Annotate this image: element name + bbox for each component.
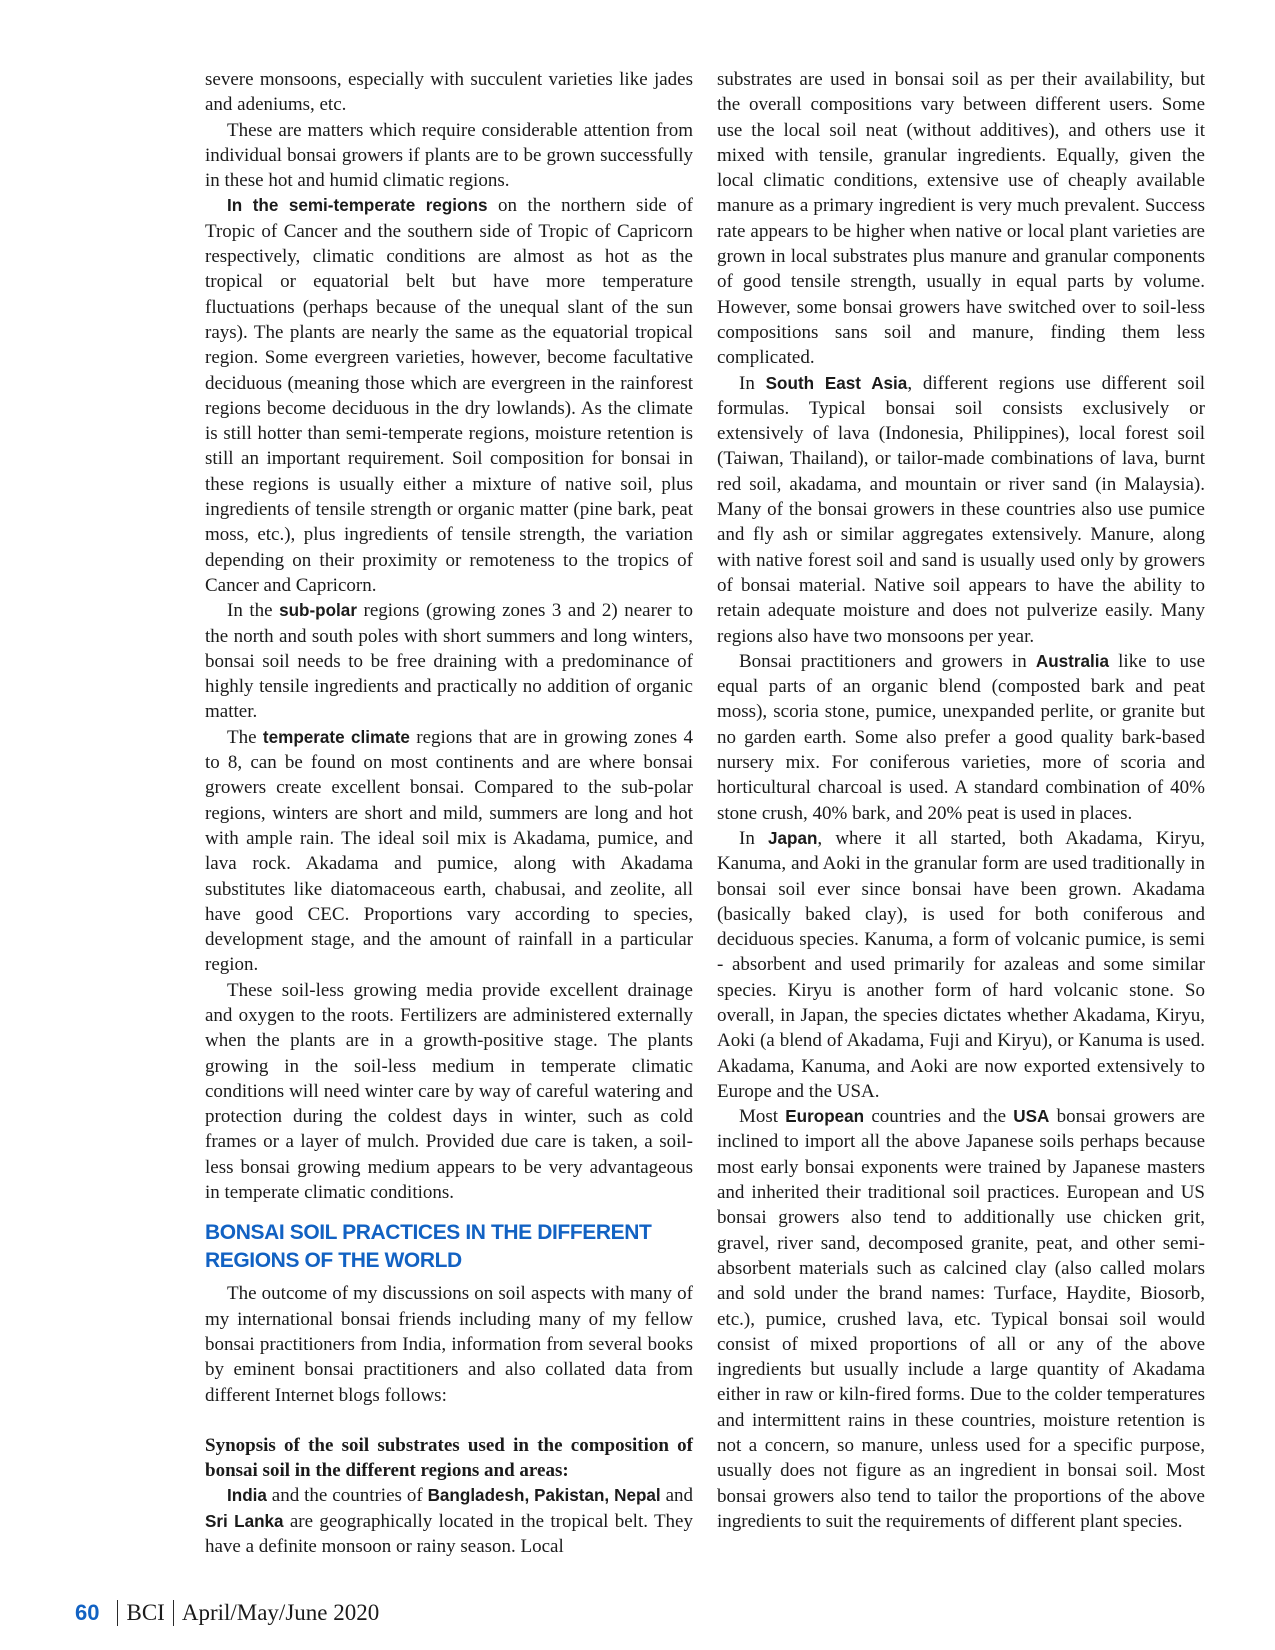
bold-term: European bbox=[785, 1107, 865, 1127]
bold-term: Bangladesh, Pakistan, Nepal bbox=[427, 1486, 661, 1506]
text-run: are geographically located in the tropical belt. They have a definite monsoon or rainy season. Local bbox=[205, 1510, 693, 1558]
text-run: Most bbox=[739, 1106, 786, 1128]
text-run: In bbox=[739, 372, 766, 394]
text-run: , different regions use different soil formulas. Typical bonsai soil consists exclusively or extensively of lava (Indonesia, Philippines), local forest soil (Taiwan, Thailand), or tailor-made combinations of lava, burnt red soil, akadama, and mountain or river sand (in Malaysia). Many of the bonsai growers in these countries also use pumice and fly ash or similar aggregates extensively. Manure, along with native forest soil and sand is usually used only by growers of bonsai material. Native soil appears to have the ability to retain adequate moisture and does not pulverize easily. Many regions also have two monsoons per year. bbox=[717, 372, 1206, 647]
text-run: In bbox=[739, 827, 768, 849]
text-run: , where it all started, both Akadama, Kiryu, Kanuma, and Aoki in the granular form are used traditionally in bonsai soil ever since bonsai have been grown. Akadama (basically baked clay), is used for both coniferous and deciduous species. Kanuma, a form of volcanic pumice, is semi - absorbent and used primarily for azaleas and some similar species. Kiryu is another form of hard volcanic stone. So overall, in Japan, the species dictates whether Akadama, Kiryu, Aoki (a blend of Akadama, Fuji and Kiryu), or Kanuma is used. Akadama, Kanuma, and Aoki are now exported extensively to Europe and the USA. bbox=[717, 827, 1206, 1102]
text-run: severe monsoons, especially with succulent varieties like jades and adeniums, etc. bbox=[205, 69, 693, 116]
right-column bbox=[717, 67, 1205, 1559]
text-run: regions (growing zones 3 and 2) nearer to the north and south poles with short summers and long winters, bonsai soil needs to be free draining with a predominance of highly tensile ingredients and practically no addition of organic matter. bbox=[205, 600, 693, 723]
left-column bbox=[205, 67, 693, 1559]
magazine-name: BCI bbox=[126, 1600, 165, 1625]
page-number: 60 bbox=[75, 1600, 100, 1625]
bold-term: sub-polar bbox=[279, 601, 357, 621]
text-run: The outcome of my discussions on soil aspects with many of my international bonsai friends including many of my fellow bonsai practitioners from India, information from several books by eminent bonsai practitioners and also collated data from different Internet blogs follows: bbox=[205, 1283, 693, 1406]
text-run: bonsai growers are inclined to import all the above Japanese soils perhaps because most early bonsai exponents were trained by Japanese masters and inherited their traditional soil practices. European and US bonsai growers also tend to additionally use chicken grit, gravel, river sand, decomposed granite, peat, and other semi-absorbent materials such as calcined clay (also called molars and sold under the brand names: Turface, Haydite, Biosorb, etc.), pumice, crushed lava, etc. Typical bonsai soil would consist of mixed proportions of all or any of the above ingredients but usually include a large quantity of Akadama either in raw or kiln-fired forms. Due to the colder temperatures and intermittent rains in these countries, moisture retention is not a concern, so manure, unless used for a specific purpose, usually does not figure as an ingredient in bonsai soil. Most bonsai growers also tend to tailor the proportions of the above ingredients to suit the requirements of different plant species. bbox=[717, 1106, 1205, 1532]
text-run: These soil-less growing media provide excellent drainage and oxygen to the roots. Fertilizers are administered externally when the plants are in a growth-positive stage. The plants growing in the soil-less medium in temperate climatic conditions will need winter care by way of careful watering and protection during the coldest days in winter, such as cold frames or a layer of mulch. Provided due care is taken, a soil-less bonsai growing medium appears to be very advantageous in temperate climatic conditions. bbox=[205, 979, 693, 1204]
bold-term: USA bbox=[1013, 1107, 1050, 1127]
bold-term: India bbox=[227, 1486, 267, 1506]
page-footer bbox=[75, 1600, 379, 1626]
text-run: These are matters which require considerable attention from individual bonsai growers if plants are to be grown successfully in these hot and humid climatic regions. bbox=[205, 119, 693, 192]
text-run: substrates are used in bonsai soil as per their availability, but the overall compositions vary between different users. Some use the local soil neat (without additives), and others use it mixed with tensile, granular ingredients. Equally, given the local climatic conditions, extensive use of cheaply available manure as a primary ingredient is very much prevalent. Success rate appears to be higher when native or local plant varieties are grown in local substrates plus manure and granular components of good tensile strength, usually in equal parts by volume. However, some bonsai growers have switched over to soil-less compositions sans soil and manure, finding them less complicated. bbox=[717, 69, 1205, 369]
text-run: countries and the bbox=[864, 1106, 1014, 1128]
paragraph bbox=[717, 826, 1205, 1104]
bold-term: Sri Lanka bbox=[205, 1511, 284, 1531]
paragraph bbox=[205, 598, 693, 724]
text-run: and bbox=[660, 1485, 694, 1507]
text-run: on the northern side of Tropic of Cancer and the southern side of Tropic of Capricorn respectively, climatic conditions are almost as hot as the tropical or equatorial belt but have more temperature fluctuations (perhaps because of the unequal slant of the sun rays). The plants are nearly the same as the equatorial tropical region. Some evergreen varieties, however, become facultative deciduous (meaning those which are evergreen in the rainforest regions become deciduous in the dry lowlands). As the climate is still hotter than semi-temperate regions, moisture retention is still an important requirement. Soil composition for bonsai in these regions is usually either a mixture of native soil, plus ingredients of tensile strength or organic matter (pine bark, peat moss, etc.), plus ingredients of tensile strength, the variation depending on their proximity or remoteness to the tropics of Cancer and Capricorn. bbox=[205, 195, 693, 596]
paragraph bbox=[205, 1281, 693, 1407]
paragraph bbox=[205, 1433, 693, 1484]
text-run: In the bbox=[227, 600, 280, 622]
text-run: The bbox=[227, 726, 263, 748]
paragraph-spacer bbox=[205, 1408, 693, 1433]
bold-term: South East Asia bbox=[765, 373, 908, 393]
paragraph bbox=[717, 1104, 1205, 1534]
text-run: and the countries of bbox=[266, 1485, 428, 1507]
paragraph bbox=[205, 118, 693, 194]
paragraph bbox=[717, 649, 1205, 826]
paragraph bbox=[205, 978, 693, 1206]
text-run: like to use equal parts of an organic blend (composted bark and peat moss), scoria stone, pumice, unexpanded perlite, or granite but no garden earth. Some also prefer a good quality bark-based nursery mix. For coniferous varieties, more of scoria and horticultural charcoal is used. A standard combination of 40% stone crush, 40% bark, and 20% peat is used in places. bbox=[717, 650, 1206, 824]
text-run: Bonsai practitioners and growers in bbox=[739, 650, 1036, 672]
bold-term: Australia bbox=[1035, 651, 1109, 671]
paragraph bbox=[205, 67, 693, 118]
paragraph bbox=[205, 1483, 693, 1559]
paragraph bbox=[717, 67, 1205, 371]
bold-term: temperate climate bbox=[262, 727, 410, 747]
paragraph bbox=[205, 725, 693, 978]
issue-date: April/May/June 2020 bbox=[181, 1600, 380, 1625]
text-run: Synopsis of the soil substrates used in the composition of bonsai soil in the different regions and areas: bbox=[205, 1434, 693, 1482]
text-run: regions that are in growing zones 4 to 8, can be found on most continents and are where bonsai growers create excellent bonsai. Compared to the sub-polar regions, winters are short and mild, summers are long and hot with ample rain. The ideal soil mix is Akadama, pumice, and lava rock. Akadama and pumice, along with Akadama substitutes like diatomaceous earth, chabusai, and zeolite, all have good CEC. Proportions vary according to species, development stage, and the amount of rainfall in a particular region. bbox=[205, 726, 694, 976]
paragraph bbox=[205, 193, 693, 598]
bold-term: In the semi-temperate regions bbox=[227, 196, 488, 216]
section-heading: BONSAI SOIL PRACTICES IN THE DIFFERENT REGIONS OF THE WORLD bbox=[205, 1221, 652, 1273]
article-body bbox=[205, 67, 1205, 1559]
bold-term: Japan bbox=[768, 828, 818, 848]
paragraph bbox=[717, 371, 1205, 649]
